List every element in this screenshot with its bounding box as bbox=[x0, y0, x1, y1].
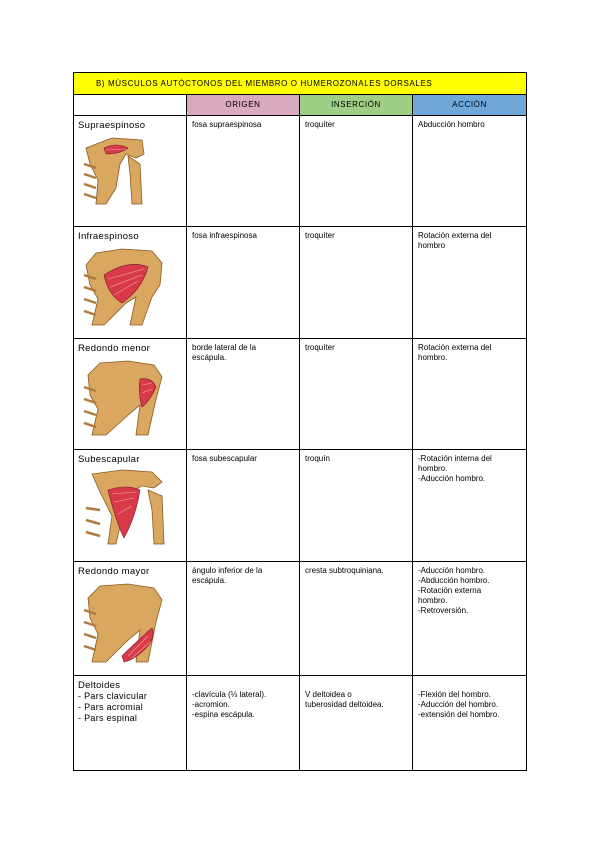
muscle-cell bbox=[74, 227, 187, 339]
muscle-cell bbox=[74, 450, 187, 562]
table-row bbox=[74, 227, 527, 339]
muscle-cell bbox=[74, 339, 187, 450]
header-origin: ORIGEN bbox=[187, 95, 300, 116]
origin-cell bbox=[187, 339, 300, 450]
insertion-cell bbox=[300, 450, 413, 562]
action-line: -Aducción hombro. bbox=[418, 566, 486, 575]
action-cell bbox=[413, 450, 527, 562]
insertion-line: cresta subtroquiniana. bbox=[305, 566, 384, 575]
teres-minor-illustration bbox=[82, 357, 166, 437]
action-line: -Aducción del hombro. bbox=[418, 700, 499, 709]
origin-line: fosa subescapular bbox=[192, 454, 257, 463]
insertion-line: V deltoidea o bbox=[305, 690, 352, 699]
table-row bbox=[74, 450, 527, 562]
insertion-cell bbox=[300, 227, 413, 339]
action-line: hombro. bbox=[418, 353, 448, 362]
action-line: Rotación externa del bbox=[418, 231, 492, 240]
origin-cell bbox=[187, 116, 300, 227]
table-row bbox=[74, 562, 527, 676]
muscle-name: Redondo mayor bbox=[78, 566, 150, 577]
insertion-line: troquíter bbox=[305, 231, 335, 240]
header-blank bbox=[74, 95, 187, 116]
subpart-item: - Pars clavicular bbox=[78, 691, 148, 701]
action-line: -Abducción hombro. bbox=[418, 576, 490, 585]
origin-cell bbox=[187, 227, 300, 339]
origin-line: fosa infraespinosa bbox=[192, 231, 257, 240]
muscle-cell bbox=[74, 562, 187, 676]
action-line: Rotación externa del bbox=[418, 343, 492, 352]
infraspinatus-illustration bbox=[82, 245, 166, 327]
header-insertion: INSERCIÓN bbox=[300, 95, 413, 116]
insertion-cell bbox=[300, 562, 413, 676]
action-cell bbox=[413, 562, 527, 676]
action-line: hombro. bbox=[418, 464, 448, 473]
muscle-name: Subescapular bbox=[78, 454, 140, 465]
muscle-cell bbox=[74, 116, 187, 227]
action-cell bbox=[413, 339, 527, 450]
muscle-subparts bbox=[78, 691, 182, 724]
muscle-name: Supraespinoso bbox=[78, 120, 146, 131]
origin-line: fosa supraespinosa bbox=[192, 120, 262, 129]
action-cell bbox=[413, 676, 527, 771]
origin-cell bbox=[187, 676, 300, 771]
origin-cell bbox=[187, 562, 300, 676]
table-row bbox=[74, 676, 527, 771]
action-line: -Flexión del hombro. bbox=[418, 690, 491, 699]
action-line: hombro. bbox=[418, 596, 448, 605]
muscle-name: Redondo menor bbox=[78, 343, 151, 354]
table-row bbox=[74, 339, 527, 450]
insertion-line: troquíter bbox=[305, 343, 335, 352]
subpart-item: - Pars acromial bbox=[78, 702, 144, 712]
origin-line: -clavícula (⅓ lateral). bbox=[192, 690, 267, 699]
insertion-cell bbox=[300, 339, 413, 450]
action-cell bbox=[413, 116, 527, 227]
origin-line: borde lateral de la bbox=[192, 343, 257, 352]
insertion-line: troquíter bbox=[305, 120, 335, 129]
subpart-item: - Pars espinal bbox=[78, 713, 138, 723]
origin-line: -espina escápula. bbox=[192, 710, 255, 719]
action-line: -Rotación interna del bbox=[418, 454, 492, 463]
muscle-name: Deltoides bbox=[78, 680, 121, 691]
action-cell bbox=[413, 227, 527, 339]
action-line: -Retroversión. bbox=[418, 606, 469, 615]
header-action: ACCIÓN bbox=[413, 95, 527, 116]
subscapularis-illustration bbox=[82, 468, 166, 546]
insertion-cell bbox=[300, 676, 413, 771]
action-line: Abducción hombro bbox=[418, 120, 485, 129]
insertion-line: tuberosidad deltoidea. bbox=[305, 700, 384, 709]
supraspinatus-illustration bbox=[82, 134, 148, 206]
muscle-cell bbox=[74, 676, 187, 771]
insertion-line: troquín bbox=[305, 454, 330, 463]
insertion-cell bbox=[300, 116, 413, 227]
origin-line: ángulo inferior de la bbox=[192, 566, 263, 575]
muscles-table bbox=[73, 72, 527, 771]
origin-cell bbox=[187, 450, 300, 562]
muscle-name: Infraespinoso bbox=[78, 231, 139, 242]
origin-line: escápula. bbox=[192, 353, 227, 362]
action-line: hombro bbox=[418, 241, 446, 250]
origin-line: escápula. bbox=[192, 576, 227, 585]
table-row bbox=[74, 116, 527, 227]
origin-line: -acromion. bbox=[192, 700, 230, 709]
action-line: -Rotación externa bbox=[418, 586, 482, 595]
table-title: B) MÚSCULOS AUTÓCTONOS DEL MIEMBRO O HUMEROZONALES DORSALES bbox=[74, 73, 527, 95]
action-line: -Aducción hombro. bbox=[418, 474, 486, 483]
action-line: -extensión del hombro. bbox=[418, 710, 500, 719]
teres-major-illustration bbox=[82, 580, 166, 664]
